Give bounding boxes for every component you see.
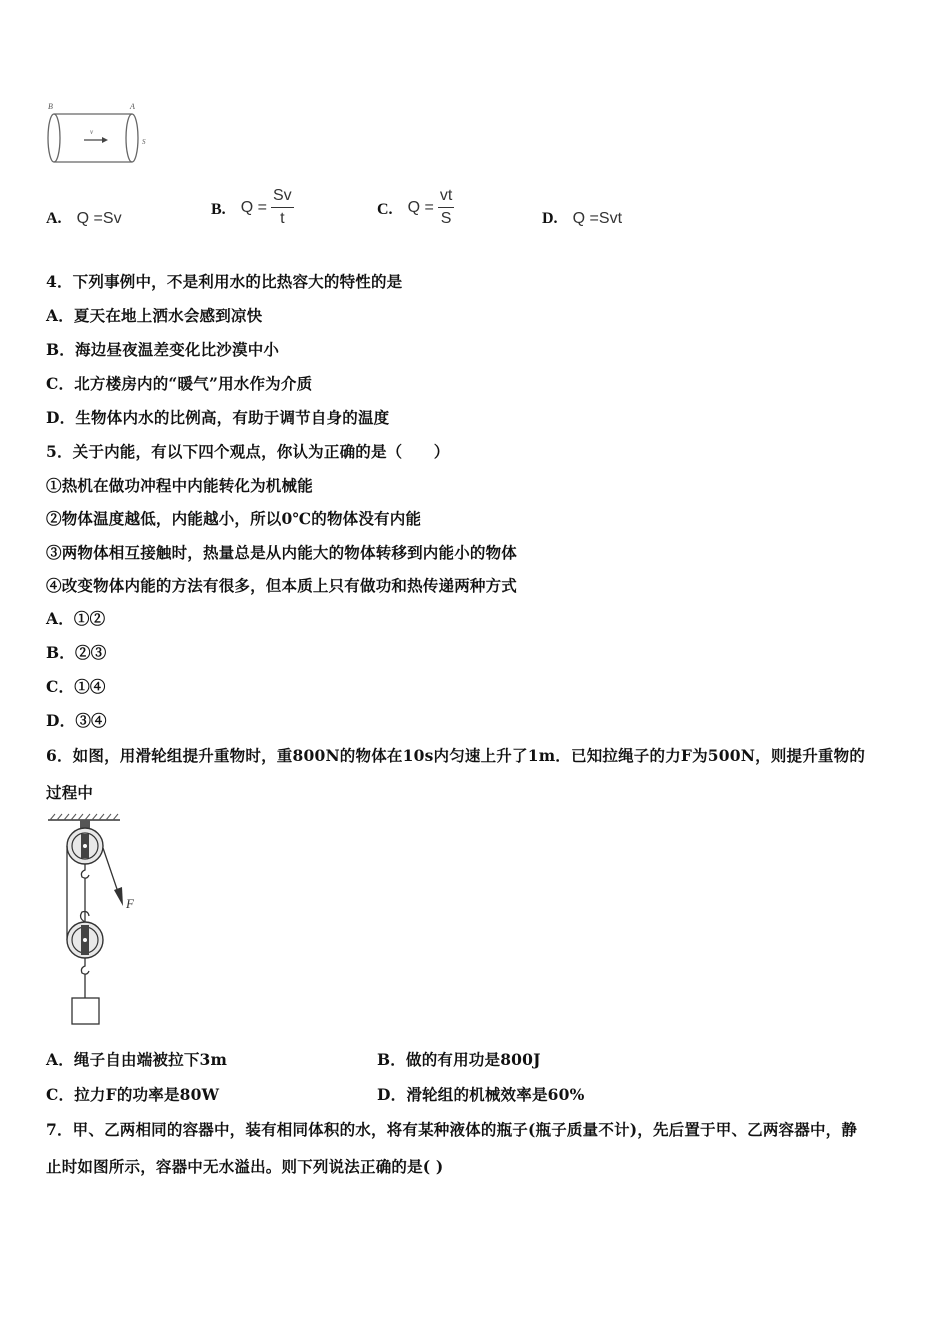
pipe-figure: [44, 100, 156, 170]
q5-option-d[interactable]: D．③④: [46, 711, 107, 730]
q5-statement-1: ①热机在做功冲程中内能转化为机械能: [46, 476, 313, 495]
q5-option-c[interactable]: C．①④: [46, 677, 106, 696]
option-letter: C.: [377, 201, 393, 218]
fraction-denominator: S: [440, 210, 452, 227]
fixed-pulley-hook: [81, 864, 89, 878]
q4-stem: 4．下列事例中，不是利用水的比热容大的特性的是: [46, 272, 403, 291]
q5-statement-2: ②物体温度越低，内能越小，所以0℃的物体没有内能: [46, 509, 422, 528]
q4-option-d[interactable]: D．生物体内水的比例高，有助于调节自身的温度: [46, 408, 390, 427]
label-v: v: [90, 128, 94, 136]
q3-option-b[interactable]: [211, 186, 294, 229]
formula-lhs: Q =: [240, 198, 267, 216]
rope-pull: [103, 848, 118, 892]
q5-statement-4: ④改变物体内能的方法有很多，但本质上只有做功和热传递两种方式: [46, 576, 518, 595]
label-s: S: [142, 138, 146, 146]
formula-fraction: [438, 186, 454, 229]
q5-option-a[interactable]: A．①②: [46, 609, 106, 628]
formula-lhs: Q =: [572, 210, 599, 227]
formula-lhs: Q =: [76, 210, 103, 227]
formula-expr: Svt: [598, 210, 623, 227]
q5-statement-3: ③两物体相互接触时，热量总是从内能大的物体转移到内能小的物体: [46, 543, 518, 562]
ceiling-hatch: [50, 814, 118, 820]
q3-option-a[interactable]: [46, 208, 122, 228]
q6-option-c[interactable]: C．拉力F的功率是80W: [46, 1085, 220, 1104]
option-letter: B.: [211, 201, 226, 218]
pipe-left-end: [48, 114, 60, 162]
label-a: A: [130, 102, 135, 111]
q5-option-b[interactable]: B．②③: [46, 643, 107, 662]
formula-fraction: [271, 186, 294, 229]
flow-arrow-head: [102, 137, 108, 143]
q4-option-c[interactable]: C．北方楼房内的“暖气”用水作为介质: [46, 374, 313, 393]
movable-pulley-bottom-hook: [81, 958, 89, 974]
fraction-numerator: vt: [438, 186, 454, 208]
formula-lhs: Q =: [407, 198, 434, 216]
option-letter: A.: [46, 210, 62, 227]
q7-stem-line1: 7．甲、乙两相同的容器中，装有相同体积的水，将有某种液体的瓶子(瓶子质量不计)，先后置于甲、乙两容器中，静: [46, 1120, 858, 1139]
q4-option-a[interactable]: A．夏天在地上洒水会感到凉快: [46, 306, 263, 325]
q7-stem-line2: 止时如图所示，容器中无水溢出。则下列说法正确的是( ): [46, 1157, 444, 1176]
weight-block: [72, 998, 99, 1024]
fraction-numerator: Sv: [271, 186, 294, 208]
force-label: F: [126, 896, 134, 911]
pull-arrow-head: [114, 887, 123, 906]
q6-stem-line2: 过程中: [46, 783, 94, 802]
q6-option-d[interactable]: D．滑轮组的机械效率是60%: [377, 1085, 585, 1104]
pulley-figure: [44, 812, 144, 1028]
q6-option-b[interactable]: B．做的有用功是800J: [377, 1050, 541, 1069]
fraction-denominator: t: [280, 210, 285, 227]
q6-stem-line1: 6．如图，用滑轮组提升重物时，重800N的物体在10s内匀速上升了1m．已知拉绳子的力F为500N，则提升重物的: [46, 746, 866, 765]
label-b: B: [48, 102, 53, 111]
q4-option-b[interactable]: B．海边昼夜温差变化比沙漠中小: [46, 340, 280, 359]
formula-expr: Sv: [102, 210, 122, 227]
q3-option-c[interactable]: [377, 186, 454, 229]
option-letter: D.: [542, 210, 558, 227]
pipe-right-end: [126, 114, 138, 162]
q3-option-d[interactable]: [542, 208, 622, 228]
q5-stem: 5．关于内能，有以下四个观点，你认为正确的是（ ）: [46, 442, 450, 461]
q6-option-a[interactable]: A．绳子自由端被拉下3m: [46, 1050, 228, 1069]
